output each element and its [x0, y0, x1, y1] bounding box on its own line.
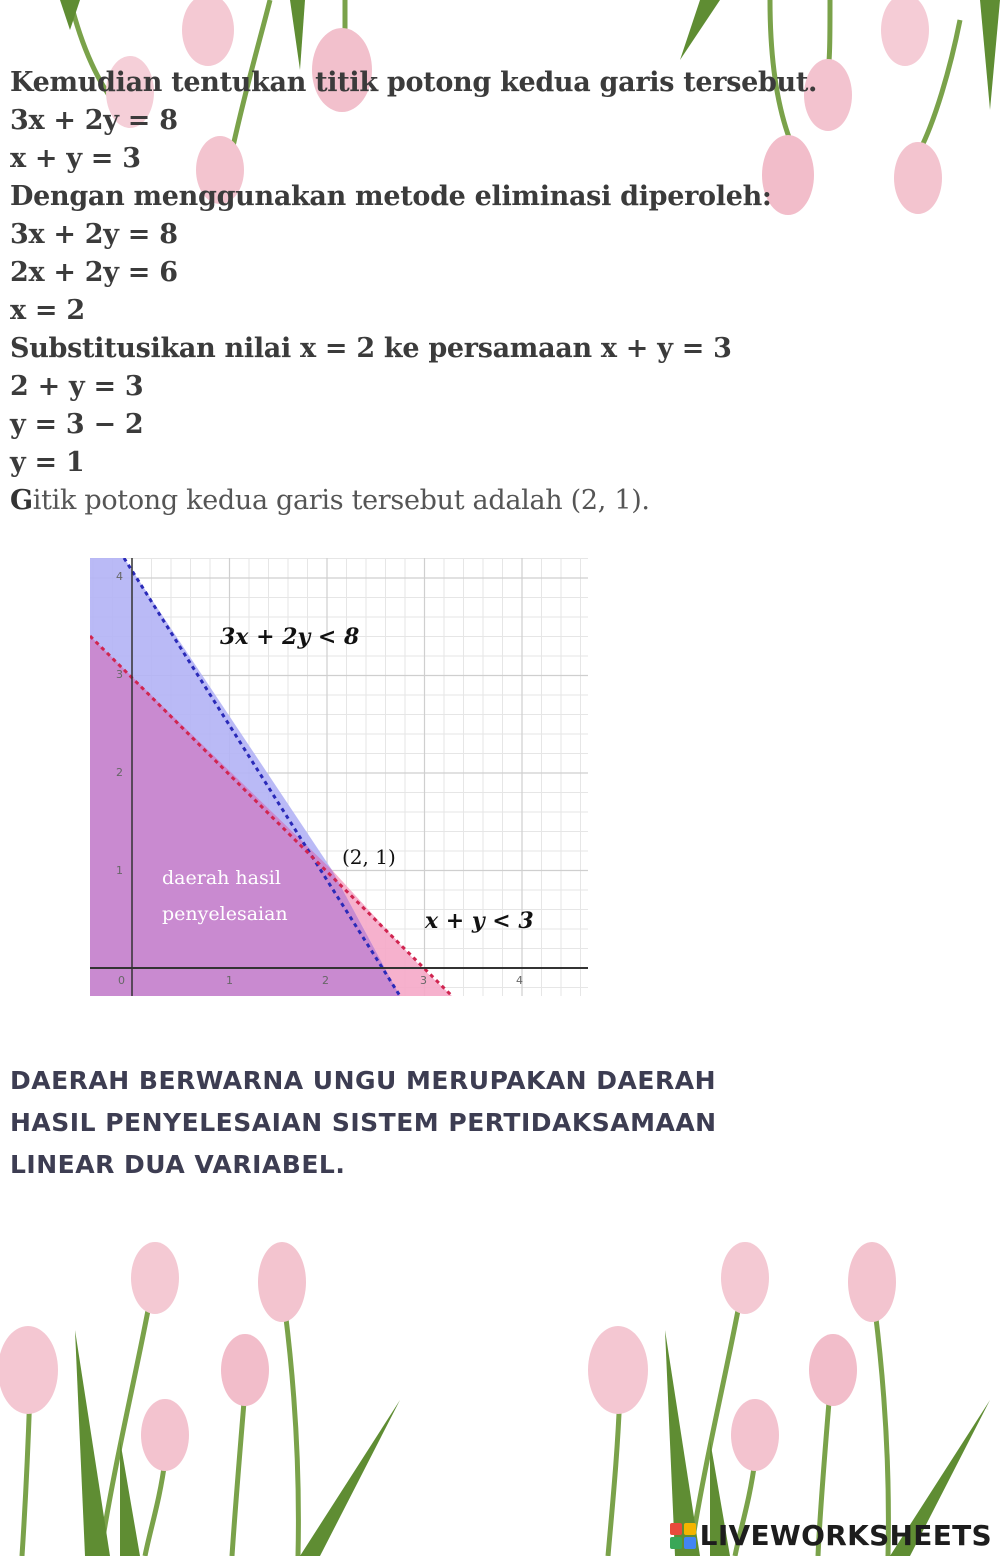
- region-label: penyelesaian: [162, 903, 288, 925]
- liveworksheets-logo-icon: [670, 1523, 696, 1549]
- substitution-line: Substitusikan nilai x = 2 ke persamaan x + y = 3: [10, 333, 732, 364]
- conclusion-first-letter: G: [10, 485, 33, 516]
- y-tick-label: 2: [116, 766, 123, 779]
- equation-line: 3x + 2y = 8: [10, 105, 178, 136]
- conclusion-text: itik potong kedua garis tersebut adalah (2, 1).: [32, 485, 650, 516]
- equation-line: y = 3 − 2: [10, 409, 144, 440]
- caption-line: HASIL PENYELESAIAN SISTEM PERTIDAKSAMAAN: [10, 1108, 717, 1137]
- inequality-graph: [90, 558, 588, 996]
- caption-line: DAERAH BERWARNA UNGU MERUPAKAN DAERAH: [10, 1066, 716, 1095]
- solution-caption: [10, 1060, 810, 1186]
- watermark-text: LIVEWORKSHEETS: [699, 1519, 992, 1552]
- instruction-line: Kemudian tentukan titik potong kedua garis tersebut.: [10, 67, 818, 98]
- equation-line: 2 + y = 3: [10, 371, 144, 402]
- x-tick-label: 1: [226, 974, 233, 987]
- x-tick-label: 3: [420, 974, 427, 987]
- tulip-decoration-bottom: [0, 1230, 1000, 1556]
- y-tick-label: 1: [116, 864, 123, 877]
- intersection-label: (2, 1): [342, 845, 396, 869]
- x-tick-label: 4: [516, 974, 523, 987]
- equation-line: x + y = 3: [10, 143, 141, 174]
- caption-line: LINEAR DUA VARIABEL.: [10, 1150, 346, 1179]
- y-tick-label: 4: [116, 570, 123, 583]
- equation-line: x = 2: [10, 295, 85, 326]
- equation-line: y = 1: [10, 447, 85, 478]
- equation-line: 3x + 2y = 8: [10, 219, 178, 250]
- equation-line: 2x + 2y = 6: [10, 257, 178, 288]
- conclusion-line: [10, 482, 910, 520]
- method-line: Dengan menggunakan metode eliminasi diperoleh:: [10, 181, 772, 212]
- inequality-label-2: x + y < 3: [425, 908, 534, 934]
- inequality-label-1: 3x + 2y < 8: [220, 624, 360, 650]
- liveworksheets-watermark: [670, 1519, 992, 1552]
- region-label: daerah hasil: [162, 867, 281, 889]
- solution-text: [10, 64, 910, 520]
- y-tick-label: 3: [116, 668, 123, 681]
- x-tick-label: 0: [118, 974, 125, 987]
- x-tick-label: 2: [322, 974, 329, 987]
